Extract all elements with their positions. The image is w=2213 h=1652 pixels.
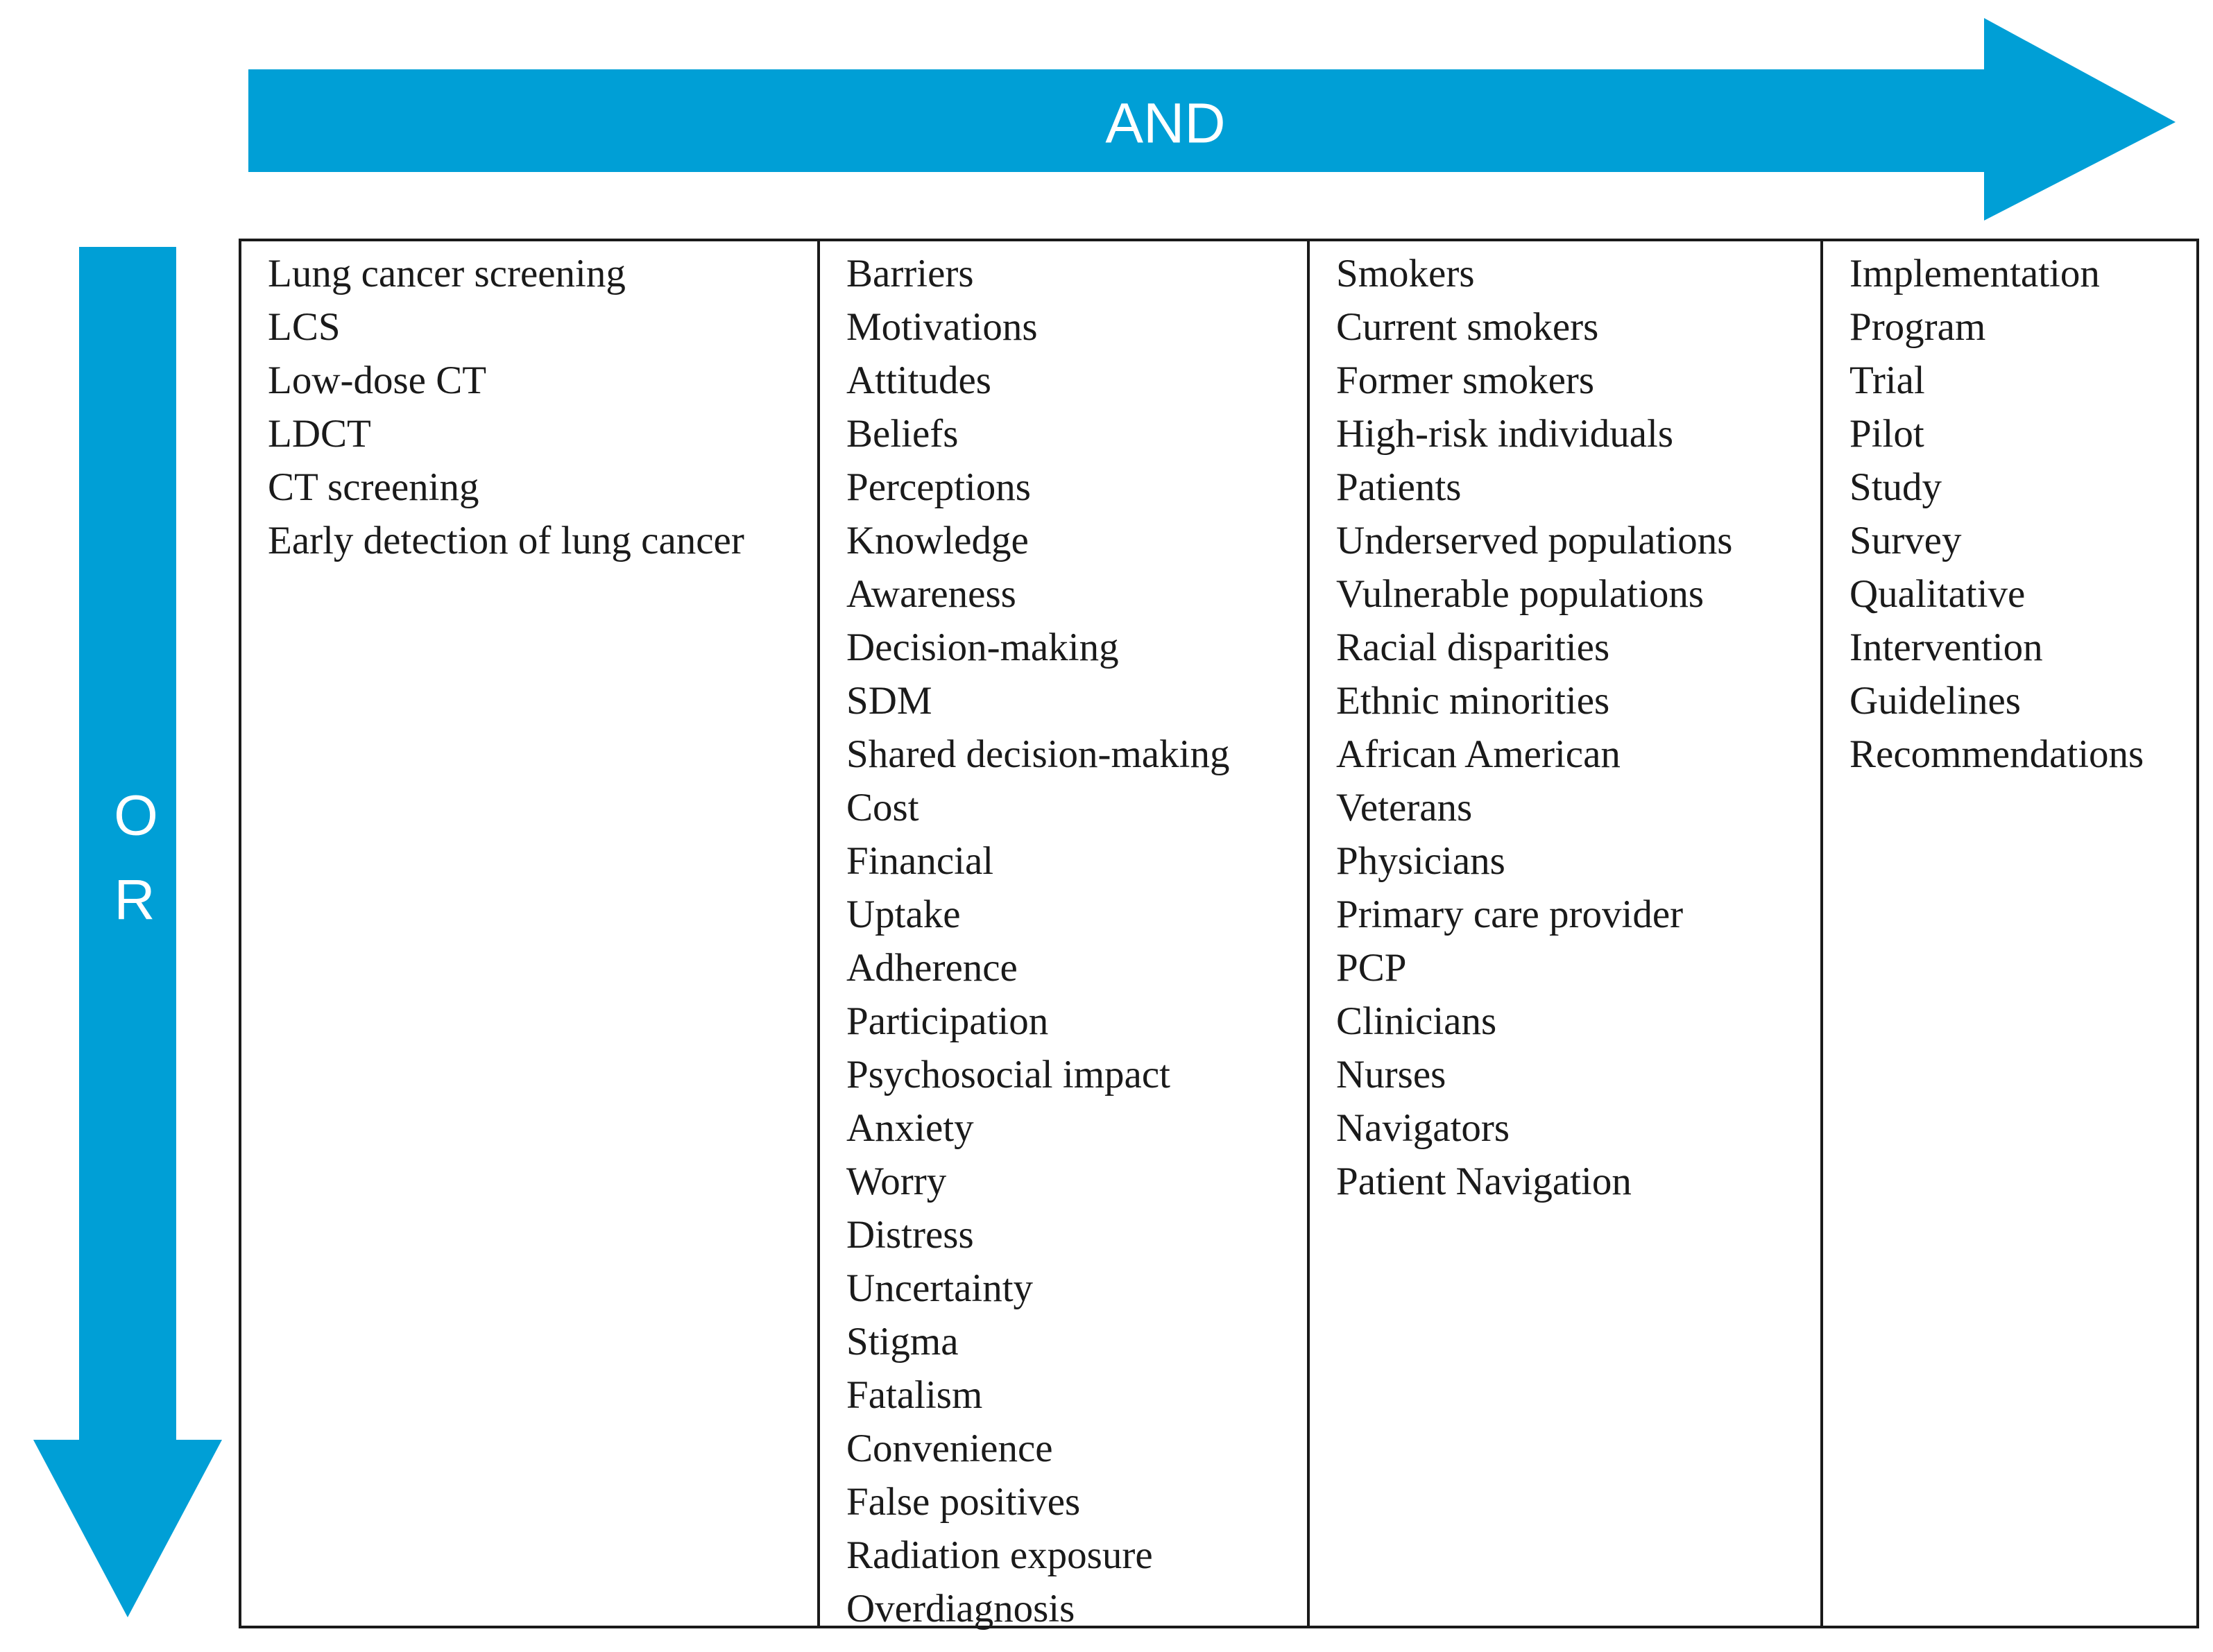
search-term: PCP [1336, 946, 1407, 990]
search-term: Attitudes [846, 359, 991, 402]
search-term: Radiation exposure [846, 1533, 1153, 1577]
search-term: Vulnerable populations [1336, 572, 1704, 616]
search-term: Participation [846, 999, 1049, 1043]
search-term: LCS [268, 305, 341, 349]
search-term: Patients [1336, 465, 1462, 509]
search-term: Pilot [1849, 412, 1924, 456]
search-term: Primary care provider [1336, 893, 1684, 936]
search-term: Clinicians [1336, 999, 1497, 1043]
search-term: Decision-making [846, 626, 1119, 669]
and-arrow-label: AND [1105, 92, 1226, 155]
search-term: Nurses [1336, 1053, 1446, 1096]
or-arrow-letter-r: R [114, 868, 155, 932]
search-term: Shared decision-making [846, 732, 1230, 776]
search-term: LDCT [268, 412, 371, 456]
search-term: Uptake [846, 893, 961, 936]
search-term: Lung cancer screening [268, 252, 626, 295]
search-term: Patient Navigation [1336, 1160, 1632, 1203]
search-term: Stigma [846, 1320, 959, 1363]
search-term: Psychosocial impact [846, 1053, 1170, 1096]
search-term: False positives [846, 1480, 1081, 1524]
or-arrow-letter-o: O [114, 784, 158, 847]
search-term: Fatalism [846, 1373, 983, 1417]
search-term: Recommendations [1849, 732, 2144, 776]
search-term: Barriers [846, 252, 974, 295]
column-screening [241, 241, 820, 1626]
or-arrow [33, 247, 222, 1617]
search-term: Beliefs [846, 412, 959, 456]
search-term: Cost [846, 786, 919, 829]
search-term: Navigators [1336, 1106, 1510, 1150]
search-term: Awareness [846, 572, 1016, 616]
column-populations [1310, 241, 1823, 1626]
search-term: Study [1849, 465, 1942, 509]
search-terms-table [239, 239, 2199, 1631]
search-term: Guidelines [1849, 679, 2021, 723]
search-term: SDM [846, 679, 932, 723]
column-barriers [820, 241, 1310, 1631]
search-term: Underserved populations [1336, 519, 1733, 562]
search-term: Smokers [1336, 252, 1475, 295]
search-term: Worry [846, 1160, 947, 1203]
search-term: Convenience [846, 1427, 1053, 1470]
search-term: Low-dose CT [268, 359, 487, 402]
search-term: Overdiagnosis [846, 1587, 1075, 1631]
search-term: Current smokers [1336, 305, 1599, 349]
search-term: Ethnic minorities [1336, 679, 1610, 723]
search-term: Former smokers [1336, 359, 1595, 402]
search-term: CT screening [268, 465, 479, 509]
search-term: Early detection of lung cancer [268, 519, 744, 562]
search-term: Financial [846, 839, 994, 883]
search-term: Knowledge [846, 519, 1029, 562]
search-term: Intervention [1849, 626, 2043, 669]
search-term: Survey [1849, 519, 1962, 562]
search-term: Veterans [1336, 786, 1473, 829]
search-term: Qualitative [1849, 572, 2026, 616]
search-term: Racial disparities [1336, 626, 1610, 669]
search-term: Adherence [846, 946, 1018, 990]
search-term: African American [1336, 732, 1621, 776]
search-term: Motivations [846, 305, 1038, 349]
search-term: Implementation [1849, 252, 2100, 295]
search-term: Uncertainty [846, 1266, 1034, 1310]
search-term: Distress [846, 1213, 974, 1257]
search-term: Perceptions [846, 465, 1031, 509]
search-term: High-risk individuals [1336, 412, 1674, 456]
search-term: Physicians [1336, 839, 1505, 883]
search-term: Program [1849, 305, 1986, 349]
column-study-types [1823, 241, 2196, 1626]
search-term: Anxiety [846, 1106, 974, 1150]
search-term: Trial [1849, 359, 1925, 402]
